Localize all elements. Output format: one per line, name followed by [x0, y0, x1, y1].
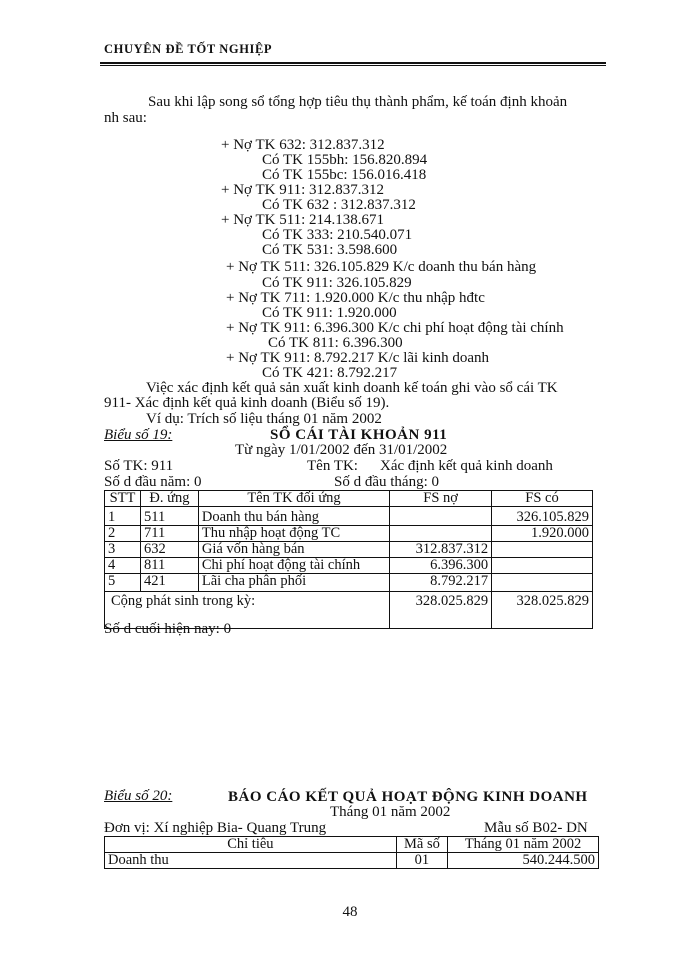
ledger-period: Từ ngày 1/01/2002 đến 31/01/2002 [235, 442, 448, 458]
cell-debit: 312.837.312 [390, 542, 492, 558]
para-line-2: 911- Xác định kết quả kinh doanh (Biểu số 19). [104, 395, 390, 411]
entry-line: + Nợ TK 632: 312.837.312 [221, 137, 385, 153]
cell-credit: 1.920.000 [492, 526, 593, 542]
entry-line: Có TK 421: 8.792.217 [262, 365, 398, 381]
entry-line: Có TK 911: 1.920.000 [262, 305, 397, 321]
cell-account: 511 [140, 507, 198, 526]
cell-account: 632 [140, 542, 198, 558]
cell-credit: 326.105.829 [492, 507, 593, 526]
entry-line: Có TK 155bc: 156.016.418 [262, 167, 427, 183]
col-header: Tháng 01 năm 2002 [448, 837, 599, 853]
header-rule [100, 62, 606, 64]
report-table [104, 836, 599, 869]
entry-line: + Nợ TK 511: 214.138.671 [221, 212, 385, 228]
cell-account: 421 [140, 574, 198, 592]
report-header-row [105, 837, 599, 853]
entry-line: + Nợ TK 911: 312.837.312 [221, 182, 385, 198]
para-line-1: Việc xác định kết quả sản xuất kinh doanh kế toán ghi vào sổ cái TK [146, 380, 558, 396]
cell-code: 01 [396, 853, 447, 869]
entry-line: Có TK 531: 3.598.600 [262, 242, 398, 258]
total-label: Cộng phát sinh trong kỳ: [105, 592, 390, 629]
cell-stt: 3 [105, 542, 141, 558]
entry-line: Có TK 155bh: 156.820.894 [262, 152, 428, 168]
ledger-account-name: Xác định kết quả kinh doanh [380, 458, 553, 474]
col-header: Đ. ứng [140, 491, 198, 507]
col-header: FS có [492, 491, 593, 507]
ledger-account-no: Số TK: 911 [104, 458, 174, 474]
intro-line-1: Sau khi lập song sổ tổng hợp tiêu thụ thành phẩm, kế toán định khoản [148, 94, 568, 110]
entry-line: Có TK 811: 6.396.300 [268, 335, 403, 351]
page-header-title: CHUYÊN ĐỀ TỐT NGHIỆP [104, 42, 273, 56]
col-header: Chỉ tiêu [105, 837, 397, 853]
header-rule-thin [100, 65, 606, 66]
total-credit: 328.025.829 [492, 592, 593, 629]
entry-line: + Nợ TK 711: 1.920.000 K/c thu nhập hđtc [226, 290, 485, 306]
ledger-closing: Số d cuối hiện nay: 0 [104, 621, 232, 637]
col-header: Mã số [396, 837, 447, 853]
cell-account: 711 [140, 526, 198, 542]
ledger-label: Biểu số 19: [104, 427, 173, 443]
table-row [105, 558, 593, 574]
cell-name: Doanh thu bán hàng [198, 507, 389, 526]
cell-stt: 4 [105, 558, 141, 574]
entry-line: + Nợ TK 911: 8.792.217 K/c lãi kinh doanh [226, 350, 490, 366]
ledger-header-row [105, 491, 593, 507]
table-row [105, 507, 593, 526]
para-line-3: Ví dụ: Trích số liệu tháng 01 năm 2002 [146, 411, 382, 427]
col-header: FS nợ [390, 491, 492, 507]
cell-stt: 1 [105, 507, 141, 526]
cell-name: Thu nhập hoạt động TC [198, 526, 389, 542]
cell-name: Giá vốn hàng bán [198, 542, 389, 558]
report-form: Mẫu số B02- DN [484, 820, 588, 836]
ledger-opening-month: Số d đầu tháng: 0 [334, 474, 439, 490]
table-row [105, 574, 593, 592]
cell-indicator: Doanh thu [105, 853, 397, 869]
cell-credit [492, 558, 593, 574]
cell-stt: 2 [105, 526, 141, 542]
cell-account: 811 [140, 558, 198, 574]
cell-debit [390, 526, 492, 542]
total-debit: 328.025.829 [390, 592, 492, 629]
entry-line: + Nợ TK 511: 326.105.829 K/c doanh thu bán hàng [226, 259, 537, 275]
table-row [105, 542, 593, 558]
cell-stt: 5 [105, 574, 141, 592]
report-unit: Đơn vị: Xí nghiệp Bia- Quang Trung [104, 820, 327, 836]
ledger-title: SỔ CÁI TÀI KHOẢN 911 [270, 427, 448, 443]
cell-name: Lãi cha phân phối [198, 574, 389, 592]
report-period: Tháng 01 năm 2002 [330, 804, 451, 820]
cell-debit [390, 507, 492, 526]
table-row [105, 526, 593, 542]
entry-line: Có TK 632 : 312.837.312 [262, 197, 416, 213]
cell-name: Chi phí hoạt động tài chính [198, 558, 389, 574]
col-header: Tên TK đối ứng [198, 491, 389, 507]
cell-value: 540.244.500 [448, 853, 599, 869]
ledger-opening-year: Số d đầu năm: 0 [104, 474, 202, 490]
ledger-table [104, 490, 593, 629]
cell-credit [492, 574, 593, 592]
report-label: Biểu số 20: [104, 788, 173, 804]
entry-line: + Nợ TK 911: 6.396.300 K/c chi phí hoạt động tài chính [226, 320, 564, 336]
cell-debit: 6.396.300 [390, 558, 492, 574]
cell-debit: 8.792.217 [390, 574, 492, 592]
entry-line: Có TK 333: 210.540.071 [262, 227, 413, 243]
page-number: 48 [342, 904, 358, 920]
intro-line-2: nh sau: [104, 110, 147, 126]
table-row [105, 853, 599, 869]
col-header: STT [105, 491, 141, 507]
ledger-account-name-label: Tên TK: [307, 458, 358, 474]
report-title: BÁO CÁO KẾT QUẢ HOẠT ĐỘNG KINH DOANH [228, 789, 588, 805]
entry-line: Có TK 911: 326.105.829 [262, 275, 412, 291]
cell-credit [492, 542, 593, 558]
